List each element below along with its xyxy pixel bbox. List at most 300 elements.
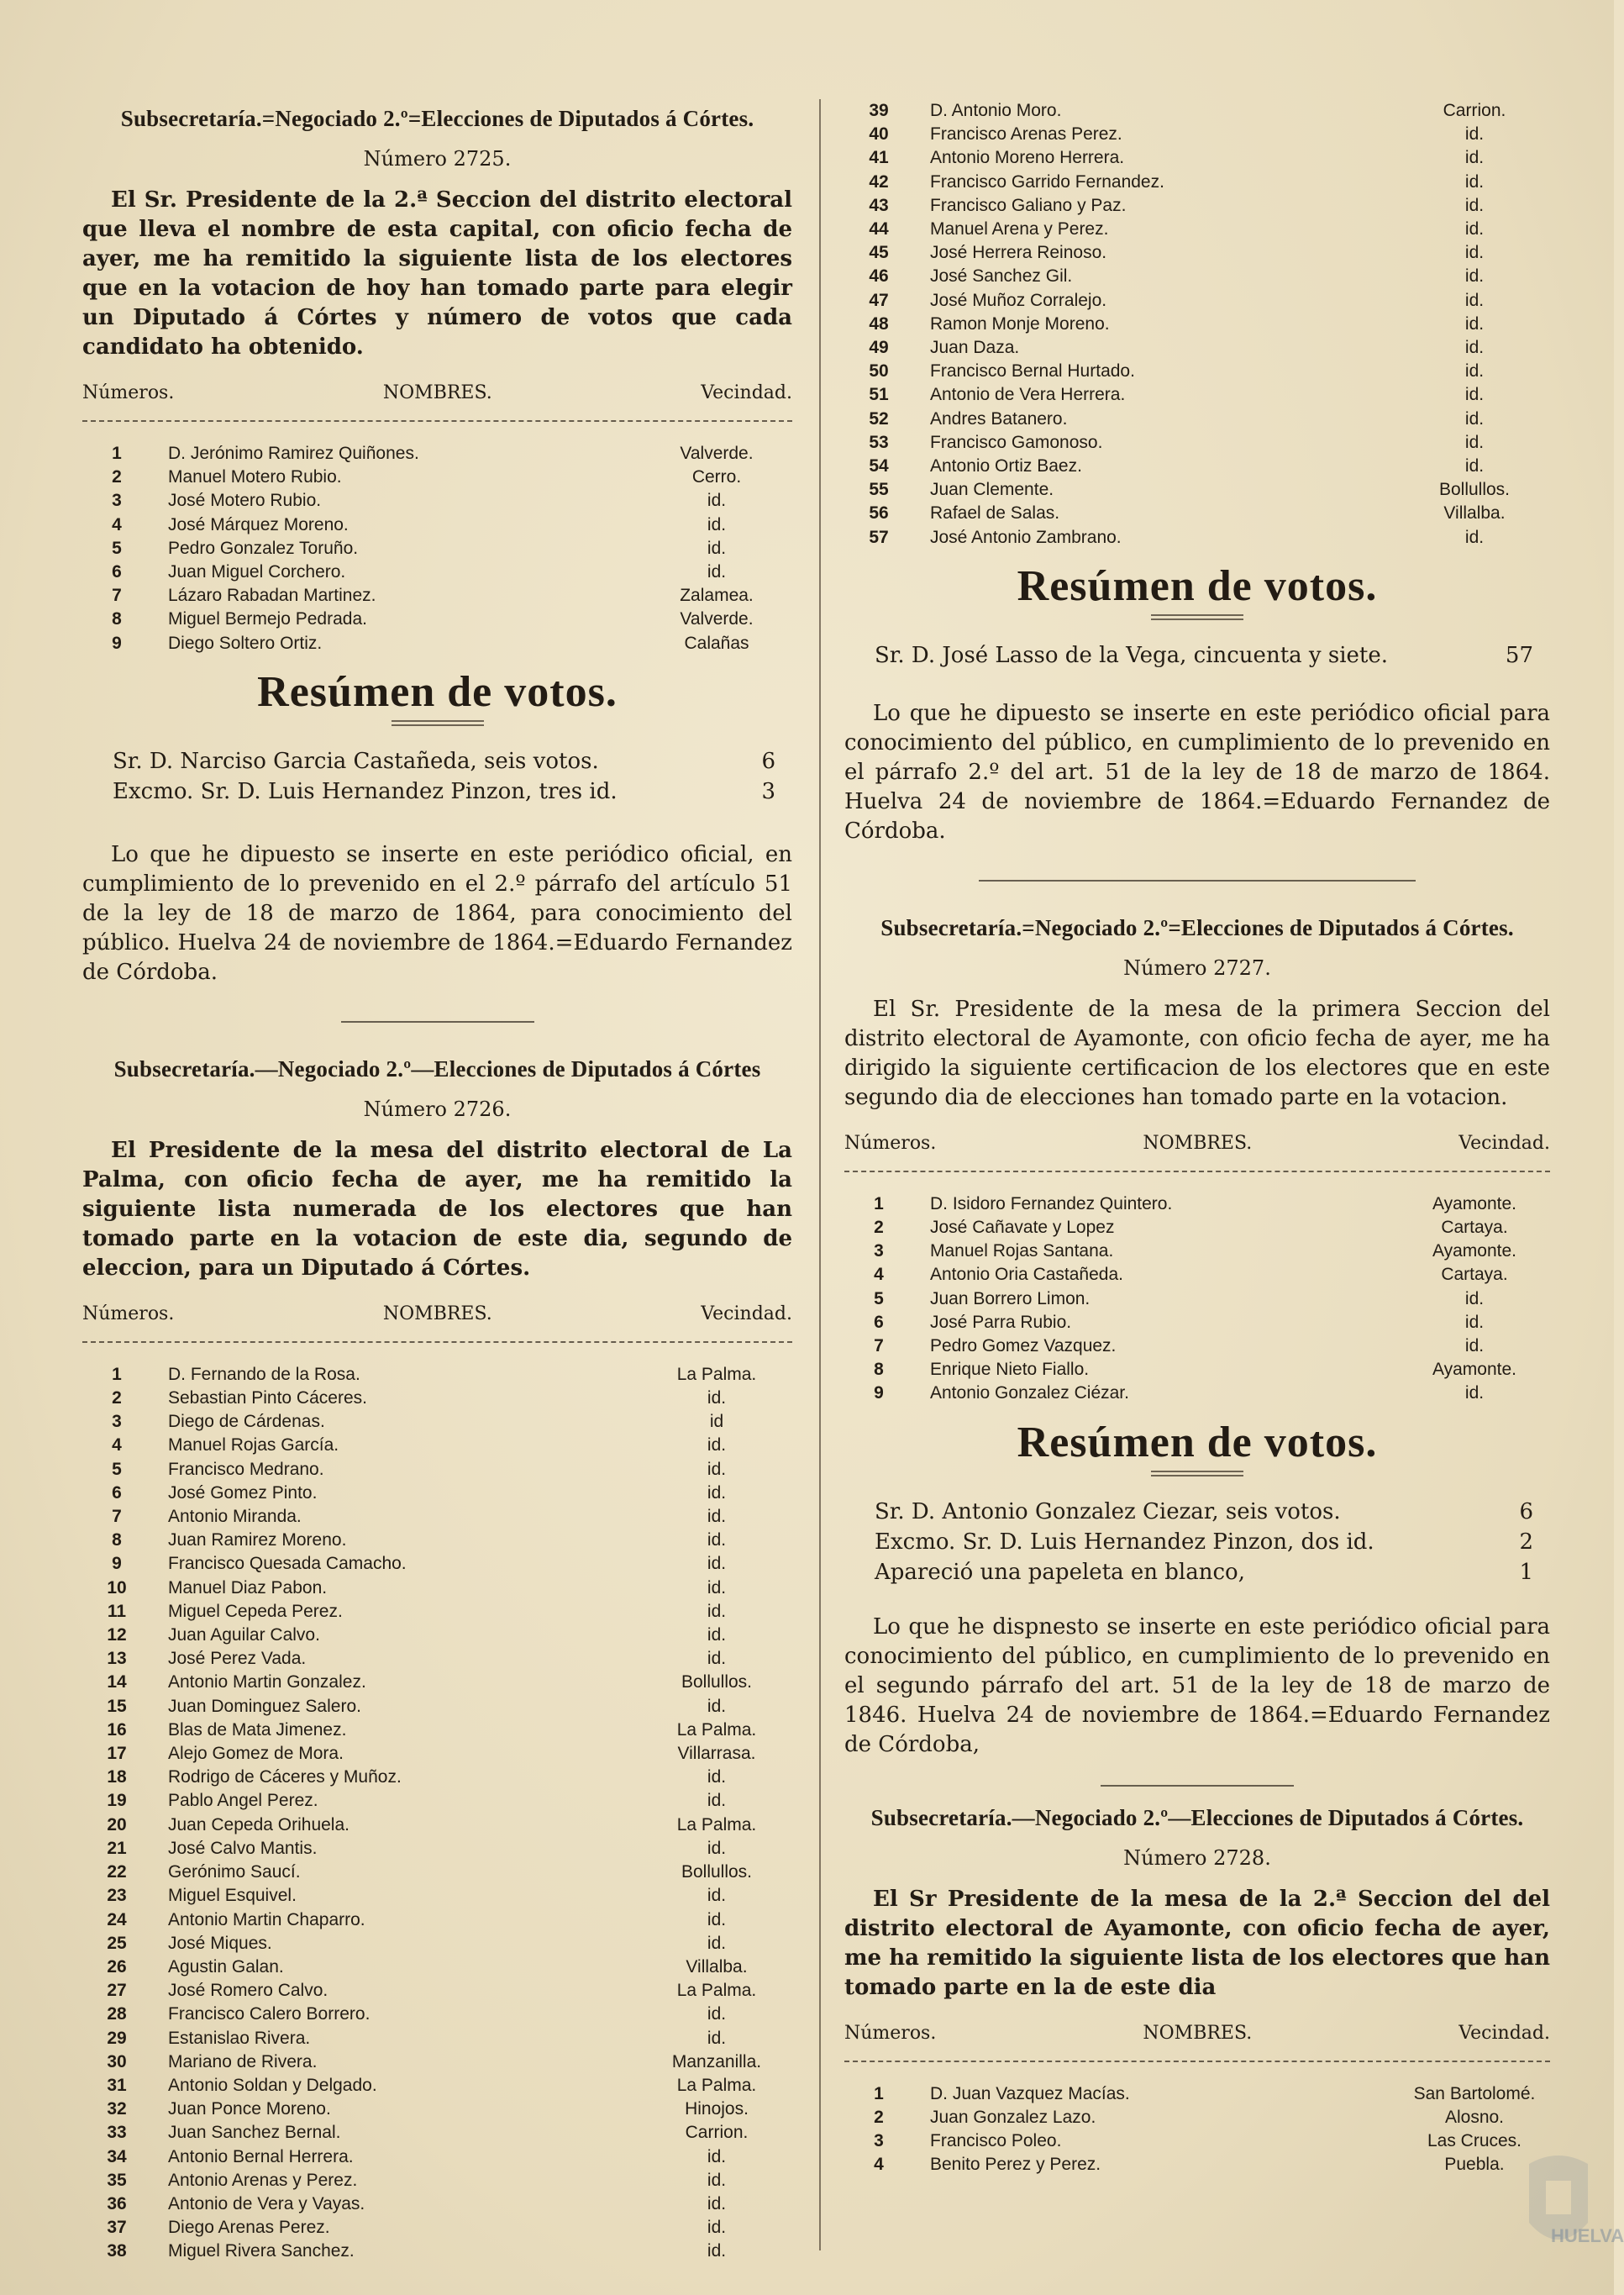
elector-name: Manuel Rojas García. xyxy=(168,1435,339,1455)
row-number: 31 xyxy=(107,2075,127,2095)
elector-name: Antonio Gonzalez Ciézar. xyxy=(930,1383,1129,1403)
elector-name: Francisco Calero Borrero. xyxy=(168,2004,371,2024)
elector-vecindad: id. xyxy=(1464,408,1485,429)
elector-vecindad: id. xyxy=(707,2218,727,2238)
table-row xyxy=(82,1482,792,1505)
elector-vecindad: La Palma. xyxy=(676,1981,757,2001)
elector-vecindad: Cartaya. xyxy=(1441,1265,1508,1285)
elector-name: José Cañavate y Lopez xyxy=(930,1218,1115,1238)
table-row xyxy=(844,431,1550,455)
table-row xyxy=(82,1955,792,1979)
elector-vecindad: Las Cruces. xyxy=(1427,2131,1522,2151)
row-number: 33 xyxy=(107,2123,127,2143)
archive-seal-icon xyxy=(1521,2147,1596,2273)
table-row xyxy=(82,1624,792,1647)
section-number: Número 2725. xyxy=(363,147,512,171)
table-row xyxy=(844,241,1550,265)
vote-line xyxy=(844,640,1550,671)
row-number: 57 xyxy=(869,527,889,547)
elector-name: Antonio Oria Castañeda. xyxy=(930,1265,1123,1285)
row-number: 47 xyxy=(869,290,889,310)
candidate-text: Sr. D. Antonio Gonzalez Ciezar, seis votos. xyxy=(875,1498,1341,1524)
table-row xyxy=(82,1908,792,1932)
elector-vecindad: Alosno. xyxy=(1444,2107,1505,2127)
vote-line xyxy=(82,746,792,776)
table-row xyxy=(82,1600,792,1624)
row-number: 1 xyxy=(112,1364,122,1384)
table-row xyxy=(82,1932,792,1955)
row-number: 38 xyxy=(107,2241,127,2261)
table-row xyxy=(82,2074,792,2098)
candidate-text: Apareció una papeleta en blanco, xyxy=(875,1559,1245,1585)
row-number: 26 xyxy=(107,1956,127,1977)
elector-name: Francisco Gamonoso. xyxy=(930,432,1103,452)
col-nombres: NOMBRES. xyxy=(382,382,492,403)
row-number: 54 xyxy=(869,456,889,476)
elector-vecindad: Villarrasa. xyxy=(677,1744,756,1764)
elector-vecindad: id. xyxy=(707,1933,727,1953)
row-number: 36 xyxy=(107,2193,127,2213)
elector-name: Pedro Gonzalez Toruño. xyxy=(168,538,359,558)
right-column xyxy=(844,99,1550,2177)
elector-vecindad: id. xyxy=(1464,313,1485,334)
elector-vecindad: id. xyxy=(1464,527,1485,547)
elector-vecindad: Puebla. xyxy=(1444,2155,1505,2175)
row-number: 46 xyxy=(869,266,889,287)
header-rule xyxy=(82,1329,792,1343)
row-number: 32 xyxy=(107,2099,127,2119)
row-number: 6 xyxy=(112,1482,122,1503)
elector-vecindad: id. xyxy=(707,2004,727,2024)
row-number: 29 xyxy=(107,2028,127,2048)
table-row xyxy=(82,2145,792,2169)
elector-name: Rodrigo de Cáceres y Muñoz. xyxy=(168,1767,402,1787)
section-number: Número 2727. xyxy=(1123,955,1271,980)
left-column xyxy=(82,99,792,2264)
elector-vecindad: id. xyxy=(707,2028,727,2048)
elector-name: Manuel Diaz Pabon. xyxy=(168,1577,328,1598)
elector-name: Alejo Gomez de Mora. xyxy=(168,1744,344,1764)
elector-name: Francisco Quesada Camacho. xyxy=(168,1554,407,1574)
elector-name: Juan Sanchez Bernal. xyxy=(168,2123,341,2143)
table-row xyxy=(844,2129,1550,2153)
elector-vecindad: Hinojos. xyxy=(685,2099,749,2119)
row-number: 25 xyxy=(107,1933,127,1953)
elector-vecindad: La Palma. xyxy=(676,1814,757,1834)
row-number: 20 xyxy=(107,1814,127,1834)
vote-count: 1 xyxy=(1519,1559,1533,1585)
row-number: 49 xyxy=(869,338,889,358)
row-number: 9 xyxy=(112,633,122,653)
row-number: 5 xyxy=(112,1459,122,1479)
archive-watermark: HUELVA xyxy=(1551,2225,1624,2246)
table-row xyxy=(844,478,1550,502)
row-number: 11 xyxy=(107,1601,127,1621)
elector-name: Francisco Poleo. xyxy=(930,2131,1062,2151)
col-numeros: Números. xyxy=(82,382,175,403)
row-number: 1 xyxy=(874,1193,884,1213)
row-number: 2 xyxy=(112,467,122,487)
row-number: 21 xyxy=(107,1838,127,1858)
row-number: 24 xyxy=(107,1909,127,1929)
elector-vecindad: id. xyxy=(707,1886,727,1906)
table-row xyxy=(82,2098,792,2121)
elector-name: Gerónimo Saucí. xyxy=(168,1862,301,1882)
table-row xyxy=(82,2240,792,2263)
elector-vecindad: id. xyxy=(707,1909,727,1929)
row-number: 51 xyxy=(869,385,889,405)
vote-summary xyxy=(844,640,1550,671)
elector-vecindad: id. xyxy=(1464,1312,1485,1332)
elector-vecindad: id xyxy=(709,1412,724,1432)
table-row xyxy=(82,1458,792,1482)
vote-line xyxy=(844,1497,1550,1527)
row-number: 35 xyxy=(107,2170,127,2190)
row-number: 48 xyxy=(869,313,889,334)
row-number: 28 xyxy=(107,2004,127,2024)
row-number: 3 xyxy=(874,2131,884,2151)
table-row xyxy=(82,1884,792,1908)
elector-name: D. Juan Vazquez Macías. xyxy=(930,2083,1130,2103)
elector-name: José Parra Rubio. xyxy=(930,1312,1072,1332)
row-number: 17 xyxy=(107,1744,127,1764)
row-number: 50 xyxy=(869,361,889,382)
elector-vecindad: id. xyxy=(1464,1288,1485,1308)
table-row xyxy=(844,218,1550,241)
table-row xyxy=(844,289,1550,313)
candidate-text: Excmo. Sr. D. Luis Hernandez Pinzon, tres id. xyxy=(113,778,618,804)
elector-vecindad: Bollullos. xyxy=(681,1862,753,1882)
elector-vecindad: id. xyxy=(1464,243,1485,263)
col-numeros: Números. xyxy=(844,1132,937,1154)
elector-vecindad: id. xyxy=(707,1530,727,1550)
elector-name: Enrique Nieto Fiallo. xyxy=(930,1360,1090,1380)
table-row xyxy=(82,2027,792,2050)
table-row xyxy=(844,526,1550,550)
elector-name: José Herrera Reinoso. xyxy=(930,243,1107,263)
elector-name: D. Jerónimo Ramirez Quiñones. xyxy=(168,444,419,463)
section-header: Subsecretaría.=Negociado 2.º=Elecciones de Diputados á Córtes. xyxy=(120,106,754,131)
row-number: 13 xyxy=(107,1649,127,1669)
row-number: 18 xyxy=(107,1767,127,1787)
elector-name: Juan Miguel Corchero. xyxy=(168,562,346,582)
elector-name: Agustin Galan. xyxy=(168,1956,284,1977)
row-number: 14 xyxy=(107,1672,127,1692)
header-rule xyxy=(82,408,792,422)
col-vecindad: Vecindad. xyxy=(1458,1132,1550,1154)
table-header xyxy=(844,1133,1550,1154)
elector-name: Mariano de Rivera. xyxy=(168,2051,318,2071)
col-nombres: NOMBRES. xyxy=(1143,2022,1253,2044)
table-row xyxy=(844,1358,1550,1382)
elector-name: Manuel Motero Rubio. xyxy=(168,467,342,487)
table-row xyxy=(844,2082,1550,2106)
elector-vecindad: id. xyxy=(1464,148,1485,168)
elector-vecindad: Ayamonte. xyxy=(1432,1193,1516,1213)
table-row xyxy=(844,265,1550,288)
table-row xyxy=(82,1979,792,2003)
elector-name: Antonio Martin Gonzalez. xyxy=(168,1672,366,1692)
row-number: 30 xyxy=(107,2051,127,2071)
elector-name: Miguel Rivera Sanchez. xyxy=(168,2241,355,2261)
elector-name: Sebastian Pinto Cáceres. xyxy=(168,1388,367,1408)
elector-vecindad: id. xyxy=(1464,361,1485,382)
table-row xyxy=(82,1647,792,1671)
section-separator xyxy=(979,880,1416,882)
elector-vecindad: id. xyxy=(1464,432,1485,452)
elector-list xyxy=(844,1192,1550,1406)
section-intro: El Presidente de la mesa del distrito electoral de La Palma, con oficio fecha de ayer, me ha remitido la siguiente lista numerada de los electores que han tomado parte en la votacion de este dia, segundo de eleccion, para un Diputado á Córtes. xyxy=(82,1137,792,1281)
row-number: 4 xyxy=(112,514,122,534)
elector-name: Juan Dominguez Salero. xyxy=(168,1696,361,1716)
elector-name: Manuel Rojas Santana. xyxy=(930,1241,1114,1261)
row-number: 12 xyxy=(107,1625,127,1645)
table-row xyxy=(844,1216,1550,1240)
row-number: 15 xyxy=(107,1696,127,1716)
elector-list xyxy=(82,442,792,655)
col-nombres: NOMBRES. xyxy=(1143,1132,1253,1154)
elector-name: Pedro Gomez Vazquez. xyxy=(930,1336,1117,1356)
row-number: 7 xyxy=(112,1507,122,1527)
elector-vecindad: Cartaya. xyxy=(1441,1218,1508,1238)
elector-vecindad: id. xyxy=(707,1649,727,1669)
elector-name: Juan Ponce Moreno. xyxy=(168,2099,331,2119)
row-number: 5 xyxy=(874,1288,884,1308)
candidate-text: Excmo. Sr. D. Luis Hernandez Pinzon, dos id. xyxy=(875,1529,1374,1555)
elector-name: Juan Gonzalez Lazo. xyxy=(930,2107,1096,2127)
elector-list xyxy=(82,1363,792,2264)
row-number: 45 xyxy=(869,243,889,263)
elector-vecindad: id. xyxy=(707,1507,727,1527)
row-number: 44 xyxy=(869,219,889,240)
elector-vecindad: Valverde. xyxy=(680,444,754,463)
elector-vecindad: Carrion. xyxy=(685,2123,749,2143)
elector-name: José Calvo Mantis. xyxy=(168,1838,318,1858)
vote-line xyxy=(844,1557,1550,1587)
closing-paragraph: Lo que he dipuesto se inserte en este periódico oficial, en cumplimiento de lo prevenido en el 2.º párrafo del artículo 51 de la ley de 18 de marzo de 1864, para conocimiento del público. Huelva 24 de noviembre de 1864.=Eduardo Fernandez de Córdoba. xyxy=(82,841,792,985)
elector-name: Diego de Cárdenas. xyxy=(168,1412,325,1432)
row-number: 7 xyxy=(874,1336,884,1356)
table-row xyxy=(82,2216,792,2240)
elector-vecindad: La Palma. xyxy=(676,1719,757,1740)
section-number: Número 2726. xyxy=(363,1097,512,1121)
row-number: 3 xyxy=(112,491,122,511)
elector-name: Francisco Arenas Perez. xyxy=(930,124,1122,145)
ornament-rule xyxy=(1151,614,1243,620)
table-row xyxy=(82,1813,792,1837)
elector-name: Andres Batanero. xyxy=(930,408,1068,429)
elector-vecindad: id. xyxy=(707,1767,727,1787)
table-row xyxy=(844,194,1550,218)
table-row xyxy=(82,1695,792,1719)
section-header: Subsecretaría.=Negociado 2.º=Elecciones de Diputados á Córtes. xyxy=(880,914,1514,940)
table-row xyxy=(82,1363,792,1387)
elector-name: Antonio de Vera y Vayas. xyxy=(168,2193,365,2213)
elector-vecindad: Bollullos. xyxy=(681,1672,753,1692)
elector-name: Antonio Miranda. xyxy=(168,1507,302,1527)
table-row xyxy=(82,1552,792,1576)
row-number: 6 xyxy=(874,1312,884,1332)
elector-vecindad: id. xyxy=(1464,338,1485,358)
table-row xyxy=(82,561,792,584)
table-row xyxy=(82,1505,792,1529)
candidate-text: Sr. D. José Lasso de la Vega, cincuenta y siete. xyxy=(875,642,1388,668)
elector-name: José Sanchez Gil. xyxy=(930,266,1073,287)
elector-vecindad: id. xyxy=(1464,456,1485,476)
elector-name: Antonio Soldan y Delgado. xyxy=(168,2075,377,2095)
table-row xyxy=(844,455,1550,478)
table-row xyxy=(844,123,1550,146)
elector-name: Antonio de Vera Herrera. xyxy=(930,385,1126,405)
table-row xyxy=(82,608,792,631)
vote-count: 3 xyxy=(761,778,775,804)
vote-summary xyxy=(844,1497,1550,1587)
elector-vecindad: Carrion. xyxy=(1443,101,1506,120)
row-number: 37 xyxy=(107,2218,127,2238)
table-row xyxy=(82,466,792,489)
row-number: 3 xyxy=(874,1241,884,1261)
elector-list-continued xyxy=(844,99,1550,550)
elector-vecindad: Villalba. xyxy=(686,1956,748,1977)
elector-vecindad: id. xyxy=(707,2193,727,2213)
row-number: 19 xyxy=(107,1791,127,1811)
table-row xyxy=(82,1529,792,1552)
row-number: 9 xyxy=(874,1383,884,1403)
elector-vecindad: id. xyxy=(1464,290,1485,310)
elector-name: José Antonio Zambrano. xyxy=(930,527,1122,547)
elector-vecindad: id. xyxy=(707,1791,727,1811)
closing-paragraph: Lo que he dispnesto se inserte en este periódico oficial para conocimiento del público, en cumplimiento de lo prevenido en el segundo párrafo del art. 51 de la ley de 18 de marzo de 1846. Huelva 24 de noviembre de 1864.=Eduardo Fernandez de Córdoba, xyxy=(844,1613,1550,1757)
table-row xyxy=(82,513,792,537)
elector-vecindad: Ayamonte. xyxy=(1432,1241,1516,1261)
row-number: 42 xyxy=(869,171,889,192)
col-numeros: Números. xyxy=(82,1303,175,1324)
row-number: 55 xyxy=(869,480,889,500)
elector-vecindad: La Palma. xyxy=(676,1364,757,1384)
elector-name: José Márquez Moreno. xyxy=(168,514,349,534)
row-number: 8 xyxy=(112,609,122,629)
row-number: 5 xyxy=(112,538,122,558)
elector-name: Francisco Galiano y Paz. xyxy=(930,195,1127,215)
table-row xyxy=(844,2106,1550,2129)
row-number: 27 xyxy=(107,1981,127,2001)
table-row xyxy=(844,408,1550,431)
elector-name: D. Fernando de la Rosa. xyxy=(168,1364,360,1384)
elector-vecindad: id. xyxy=(707,1577,727,1598)
closing-paragraph: Lo que he dipuesto se inserte en este periódico oficial para conocimiento del público, en cumplimiento de lo prevenido en el párrafo 2.º del art. 51 de la ley de 18 de marzo de 1864. Huelva 24 de noviembre de 1864.=Eduardo Fernandez de Córdoba. xyxy=(844,700,1550,844)
elector-name: D. Isidoro Fernandez Quintero. xyxy=(930,1193,1173,1213)
row-number: 43 xyxy=(869,195,889,215)
table-row xyxy=(844,146,1550,170)
elector-vecindad: Cerro. xyxy=(691,467,742,487)
elector-vecindad: id. xyxy=(1464,266,1485,287)
elector-vecindad: id. xyxy=(707,1601,727,1621)
header-rule xyxy=(844,1159,1550,1172)
table-row xyxy=(82,1576,792,1600)
elector-name: José Motero Rubio. xyxy=(168,491,322,511)
table-row xyxy=(82,2050,792,2074)
table-row xyxy=(82,1742,792,1766)
section-header: Subsecretaría.—Negociado 2.º—Elecciones de Diputados á Córtes xyxy=(113,1055,761,1082)
elector-name: José Gomez Pinto. xyxy=(168,1482,318,1503)
section-intro: El Sr. Presidente de la 2.ª Seccion del distrito electoral que lleva el nombre de esta capital, con oficio fecha de ayer, me ha remitido la siguiente lista de los electores que en la votacion de hoy han tomado parte para elegir un Diputado á Córtes y número de votos que cada candidato ha obtenido. xyxy=(82,187,792,360)
elector-name: Antonio Martin Chaparro. xyxy=(168,1909,365,1929)
elector-name: Juan Daza. xyxy=(930,338,1020,358)
row-number: 2 xyxy=(112,1388,122,1408)
elector-vecindad: Manzanilla. xyxy=(671,2051,762,2071)
table-row xyxy=(82,1837,792,1861)
elector-vecindad: Bollullos. xyxy=(1438,480,1511,500)
row-number: 4 xyxy=(874,2155,884,2175)
elector-name: Antonio Arenas y Perez. xyxy=(168,2170,358,2190)
table-row xyxy=(82,442,792,466)
table-row xyxy=(82,489,792,513)
elector-vecindad: id. xyxy=(707,1459,727,1479)
elector-name: Blas de Mata Jimenez. xyxy=(168,1719,347,1740)
row-number: 9 xyxy=(112,1554,122,1574)
elector-name: Antonio Bernal Herrera. xyxy=(168,2146,354,2166)
col-vecindad: Vecindad. xyxy=(701,1303,792,1324)
table-header xyxy=(82,382,792,403)
col-nombres: NOMBRES. xyxy=(382,1303,492,1324)
elector-name: Francisco Medrano. xyxy=(168,1459,324,1479)
row-number: 52 xyxy=(869,408,889,429)
col-numeros: Números. xyxy=(844,2022,937,2044)
vote-summary xyxy=(82,746,792,807)
table-row xyxy=(844,313,1550,336)
elector-vecindad: id. xyxy=(1464,195,1485,215)
resumen-title: Resúmen de votos. xyxy=(257,667,618,716)
table-row xyxy=(82,2192,792,2216)
elector-vecindad: id. xyxy=(707,1625,727,1645)
table-row xyxy=(844,1311,1550,1334)
table-header xyxy=(844,2023,1550,2044)
table-row xyxy=(82,2169,792,2192)
elector-name: Estanislao Rivera. xyxy=(168,2028,311,2048)
row-number: 39 xyxy=(869,101,889,120)
vote-count: 6 xyxy=(761,748,775,774)
section-separator xyxy=(1101,1785,1294,1787)
table-row xyxy=(844,1382,1550,1405)
elector-name: Diego Arenas Perez. xyxy=(168,2218,330,2238)
elector-name: Juan Cepeda Orihuela. xyxy=(168,1814,350,1834)
vote-count: 57 xyxy=(1505,642,1533,668)
elector-vecindad: id. xyxy=(707,538,727,558)
row-number: 53 xyxy=(869,432,889,452)
table-row xyxy=(844,360,1550,383)
elector-name: Manuel Arena y Perez. xyxy=(930,219,1109,240)
table-row xyxy=(82,632,792,655)
elector-name: José Romero Calvo. xyxy=(168,1981,328,2001)
table-row xyxy=(82,1387,792,1410)
elector-vecindad: id. xyxy=(707,562,727,582)
table-row xyxy=(82,1434,792,1457)
elector-vecindad: Calañas xyxy=(684,633,749,653)
elector-name: Juan Aguilar Calvo. xyxy=(168,1625,320,1645)
elector-name: Diego Soltero Ortiz. xyxy=(168,633,323,653)
table-row xyxy=(82,1719,792,1742)
elector-vecindad: id. xyxy=(1464,1336,1485,1356)
elector-name: Miguel Bermejo Pedrada. xyxy=(168,609,367,629)
elector-list xyxy=(844,2082,1550,2177)
elector-name: Pablo Angel Perez. xyxy=(168,1791,318,1811)
elector-vecindad: La Palma. xyxy=(676,2075,757,2095)
table-row xyxy=(82,1410,792,1434)
elector-name: José Perez Vada. xyxy=(168,1649,307,1669)
elector-name: José Muñoz Corralejo. xyxy=(930,290,1107,310)
elector-name: Juan Ramirez Moreno. xyxy=(168,1530,347,1550)
row-number: 1 xyxy=(112,444,122,463)
